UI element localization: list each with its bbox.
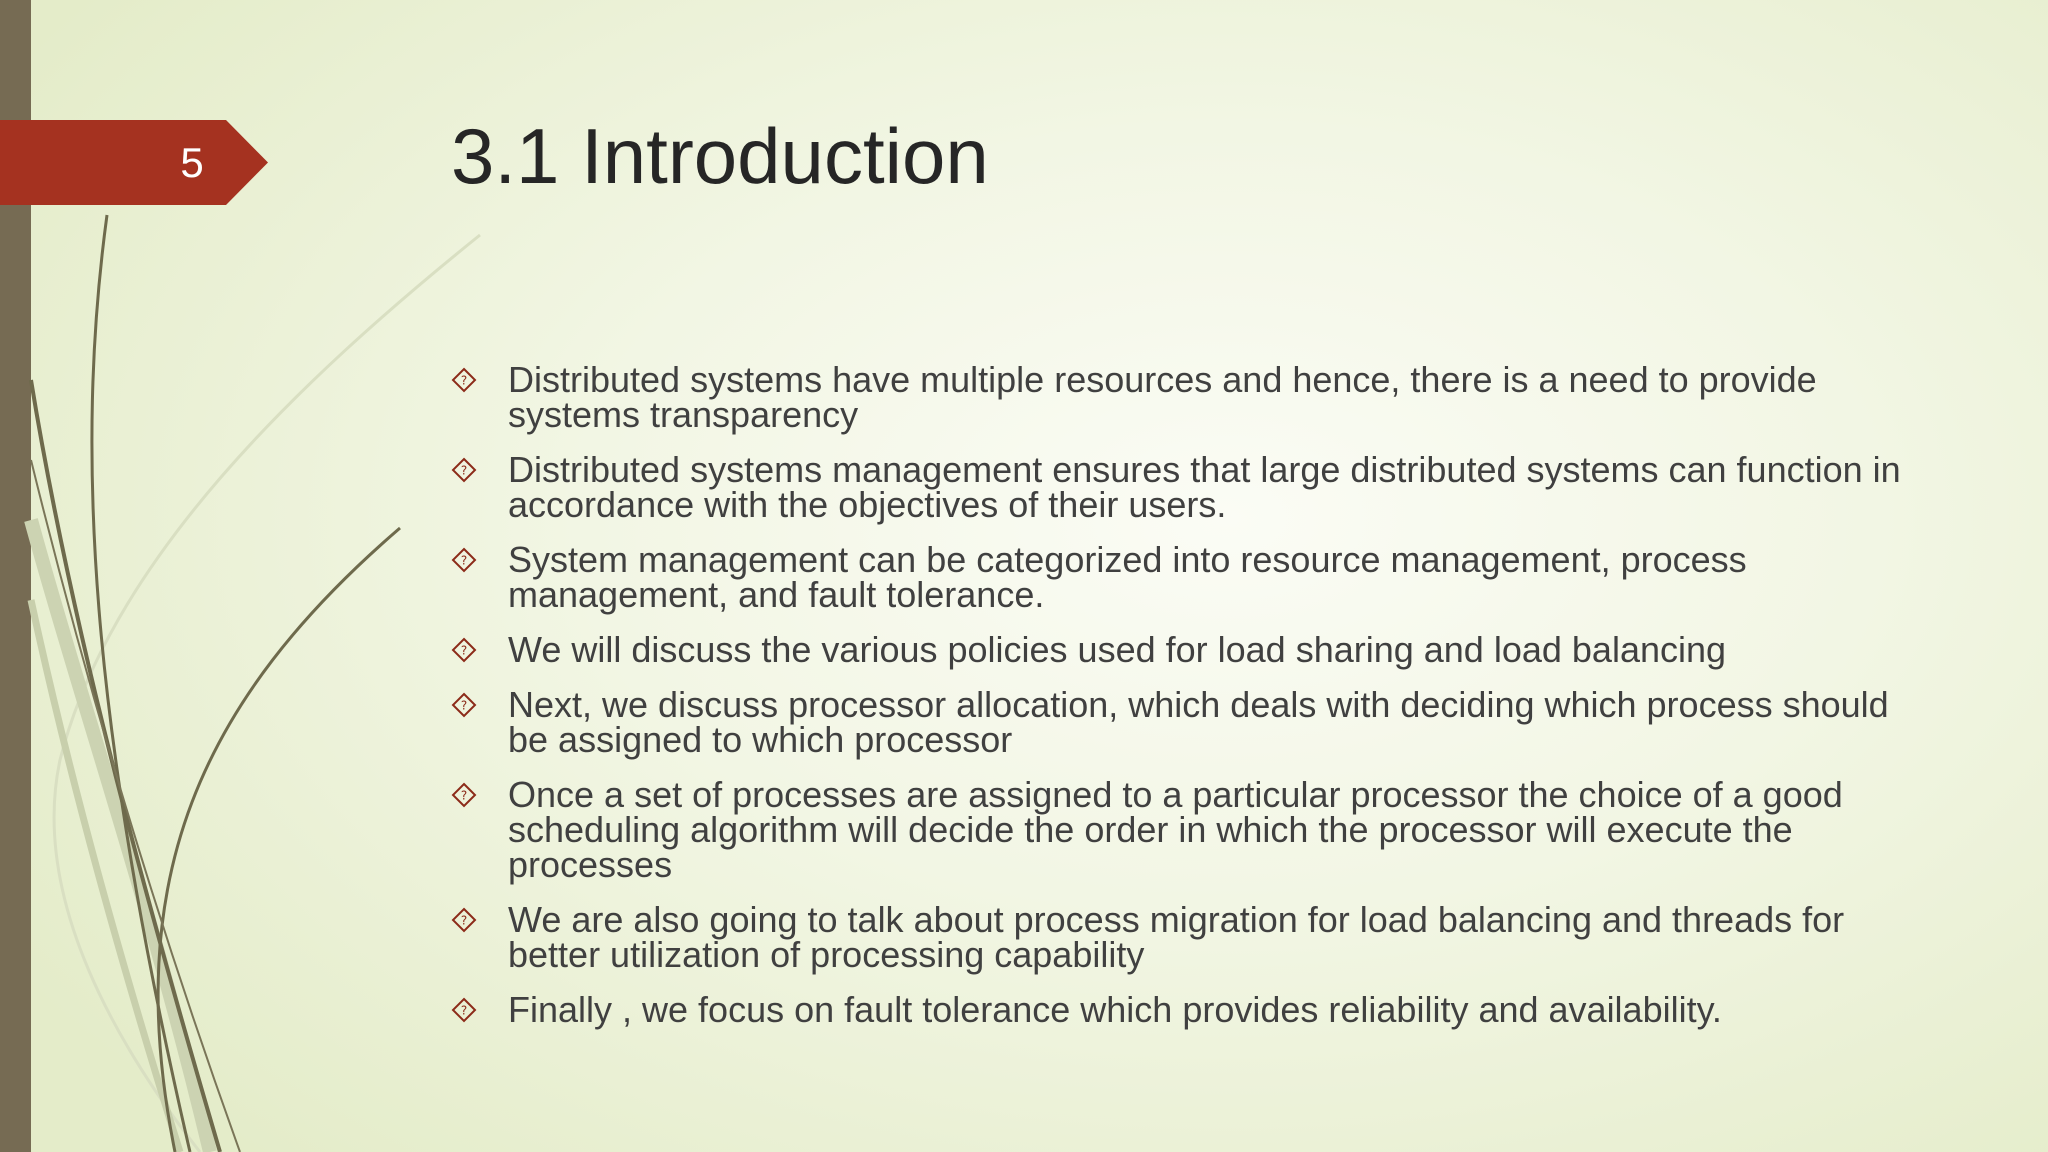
diamond-bullet-icon	[451, 367, 477, 393]
bullet-text: System management can be categorized into resource management, process management, and fault tolerance.	[508, 539, 1747, 615]
decor-curve-faint-long	[54, 235, 480, 1152]
bullet-item	[451, 449, 1931, 525]
diamond-bullet-icon	[451, 692, 477, 718]
svg-text:?: ?	[460, 1003, 468, 1018]
bullet-item	[451, 359, 1931, 435]
decor-curve-dark-d	[31, 460, 240, 1152]
bullet-list	[451, 359, 1931, 1047]
bullet-text: We are also going to talk about process migration for load balancing and threads for better utilization of processing capability	[508, 899, 1845, 975]
slide-title: 3.1 Introduction	[451, 112, 989, 200]
diamond-bullet-icon	[451, 637, 477, 663]
svg-text:?: ?	[460, 553, 468, 568]
diamond-bullet-icon	[451, 907, 477, 933]
bullet-text: Next, we discuss processor allocation, which deals with deciding which process should be assigned to which processor	[508, 684, 1889, 760]
bullet-text: We will discuss the various policies used for load sharing and load balancing	[508, 629, 1727, 670]
svg-text:?: ?	[460, 463, 468, 478]
svg-text:?: ?	[460, 698, 468, 713]
svg-text:?: ?	[460, 788, 468, 803]
bullet-item	[451, 899, 1931, 975]
bullet-text: Once a set of processes are assigned to a particular processor the choice of a good scheduling algorithm will decide the order in which the processor will execute the processes	[508, 774, 1843, 885]
bullet-item	[451, 629, 1931, 670]
svg-text:?: ?	[460, 913, 468, 928]
bullet-text: Distributed systems have multiple resources and hence, there is a need to provide systems transparency	[508, 359, 1817, 435]
diamond-bullet-icon	[451, 457, 477, 483]
svg-text:?: ?	[460, 373, 468, 388]
bullet-item	[451, 684, 1931, 760]
bullet-item	[451, 539, 1931, 615]
diamond-bullet-icon	[451, 547, 477, 573]
bullet-item	[451, 774, 1931, 885]
bullet-text: Distributed systems management ensures that large distributed systems can function in accordance with the objectives of their users.	[508, 449, 1901, 525]
bullet-item	[451, 989, 1931, 1030]
diamond-bullet-icon	[451, 782, 477, 808]
slide-number: 5	[180, 139, 204, 186]
slide-number-tab	[0, 120, 268, 205]
diamond-bullet-icon	[451, 997, 477, 1023]
bullet-text: Finally , we focus on fault tolerance which provides reliability and availability.	[508, 989, 1722, 1030]
svg-text:?: ?	[460, 643, 468, 658]
